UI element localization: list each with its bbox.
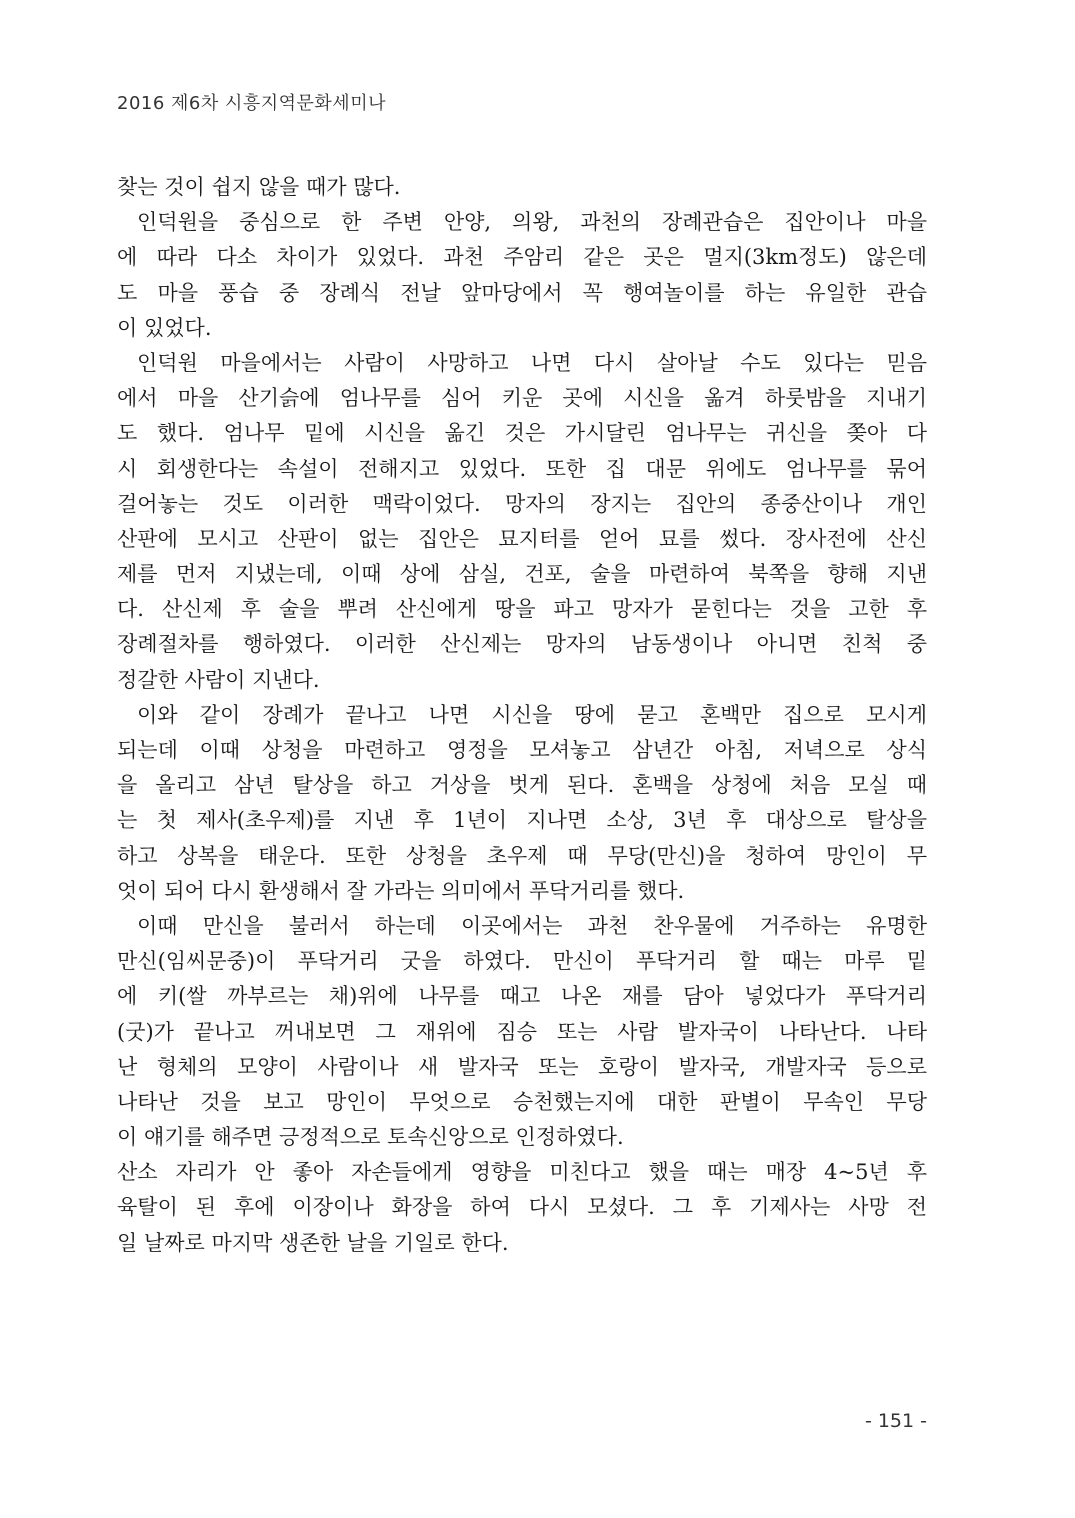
text-line: 인덕원을 중심으로 한 주변 안양, 의왕, 과천의 장례관습은 집안이나 마을 — [137, 210, 927, 235]
text-line: 제를 먼저 지냈는데, 이때 상에 삼실, 건포, 술을 마련하여 북쪽을 향해 지낸 — [117, 562, 927, 587]
page-number: - 151 - — [864, 1410, 927, 1432]
text-line: 다. 산신제 후 술을 뿌려 산신에게 땅을 파고 망자가 묻힌다는 것을 고한 후 — [117, 597, 927, 622]
text-line: 찾는 것이 쉽지 않을 때가 많다. — [117, 175, 401, 199]
text-line: 도 마을 풍습 중 장례식 전날 앞마당에서 꼭 행여놀이를 하는 유일한 관습 — [117, 280, 927, 305]
text-line: 이 얘기를 해주면 긍정적으로 토속신앙으로 인정하였다. — [117, 1125, 624, 1150]
text-line: 나타난 것을 보고 망인이 무엇으로 승천했는지에 대한 판별이 무속인 무당 — [117, 1089, 927, 1114]
text-line: 에 키(쌀 까부르는 채)위에 나무를 때고 나온 재를 담아 넣었다가 푸닥거리 — [117, 984, 927, 1009]
text-line: 정갈한 사람이 지낸다. — [117, 667, 320, 692]
text-line: 하고 상복을 태운다. 또한 상청을 초우제 때 무당(만신)을 청하여 망인이 무 — [117, 843, 927, 868]
running-header: 2016 제6차 시흥지역문화세미나 — [117, 93, 386, 114]
text-line: 장례절차를 행하였다. 이러한 산신제는 망자의 남동생이나 아니면 친척 중 — [117, 632, 927, 657]
text-line: (굿)가 끝나고 꺼내보면 그 재위에 짐승 또는 사람 발자국이 나타난다. 나타 — [117, 1019, 927, 1044]
text-line: 걸어놓는 것도 이러한 맥락이었다. 망자의 장지는 집안의 종중산이나 개인 — [117, 491, 927, 516]
body-text — [117, 170, 927, 1261]
text-line: 을 올리고 삼년 탈상을 하고 거상을 벗게 된다. 혼백을 상청에 처음 모실 때 — [117, 773, 927, 798]
text-line: 도 했다. 엄나무 밑에 시신을 옮긴 것은 가시달린 엄나무는 귀신을 쫒아 다 — [117, 421, 927, 446]
text-line: 엇이 되어 다시 환생해서 잘 가라는 의미에서 푸닥거리를 했다. — [117, 878, 685, 903]
text-line: 난 형체의 모양이 사람이나 새 발자국 또는 호랑이 발자국, 개발자국 등으로 — [117, 1054, 927, 1079]
text-line: 시 회생한다는 속설이 전해지고 있었다. 또한 집 대문 위에도 엄나무를 묶어 — [117, 456, 927, 481]
text-line: 산판에 모시고 산판이 없는 집안은 묘지터를 얻어 묘를 썼다. 장사전에 산신 — [117, 526, 927, 551]
text-line: 산소 자리가 안 좋아 자손들에게 영향을 미친다고 했을 때는 매장 4~5년 후 — [117, 1160, 927, 1185]
text-line: 이때 만신을 불러서 하는데 이곳에서는 과천 찬우물에 거주하는 유명한 — [137, 913, 927, 938]
text-line: 일 날짜로 마지막 생존한 날을 기일로 한다. — [117, 1230, 509, 1255]
text-line: 만신(임씨문중)이 푸닥거리 굿을 하였다. 만신이 푸닥거리 할 때는 마루 밑 — [117, 949, 927, 974]
text-line: 되는데 이때 상청을 마련하고 영정을 모셔놓고 삼년간 아침, 저녁으로 상식 — [117, 738, 927, 762]
text-line: 에서 마을 산기슭에 엄나무를 심어 키운 곳에 시신을 옮겨 하룻밤을 지내기 — [117, 386, 927, 411]
text-line: 이 있었다. — [117, 315, 212, 340]
text-line: 는 첫 제사(초우제)를 지낸 후 1년이 지나면 소상, 3년 후 대상으로 탈상을 — [117, 808, 927, 833]
text-line: 이와 같이 장례가 끝나고 나면 시신을 땅에 묻고 혼백만 집으로 모시게 — [137, 702, 927, 727]
text-line: 육탈이 된 후에 이장이나 화장을 하여 다시 모셨다. 그 후 기제사는 사망 전 — [117, 1195, 927, 1220]
text-line: 인덕원 마을에서는 사람이 사망하고 나면 다시 살아날 수도 있다는 믿음 — [137, 350, 927, 375]
text-line: 에 따라 다소 차이가 있었다. 과천 주암리 같은 곳은 멀지(3km정도) 않은데 — [117, 245, 927, 270]
